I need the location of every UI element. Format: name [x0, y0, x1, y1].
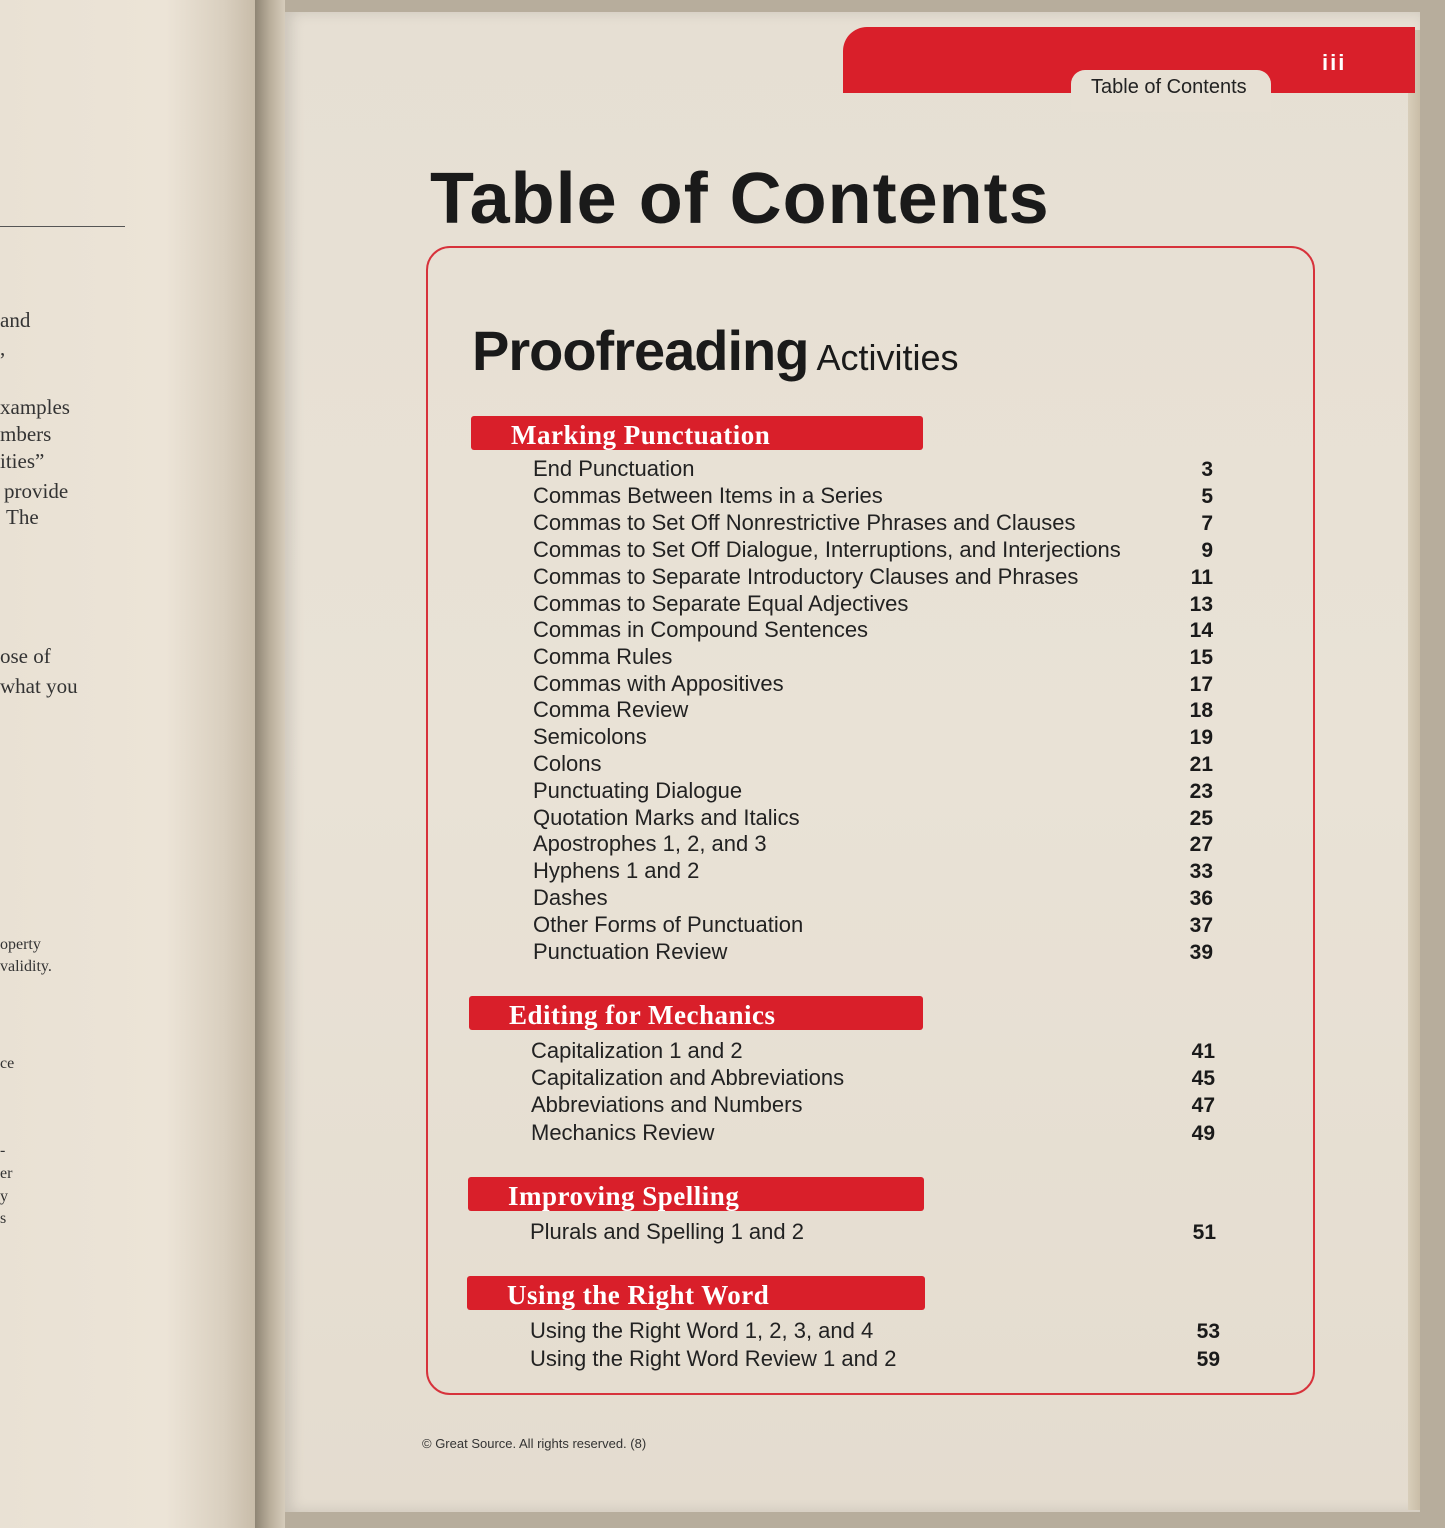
- toc-entry[interactable]: [530, 1318, 1220, 1345]
- left-page-fragment: ities”: [0, 449, 45, 473]
- copyright-footer: © Great Source. All rights reserved. (8): [422, 1436, 647, 1451]
- toc-entry-label: Colons: [533, 751, 602, 776]
- section-heading-label: Using the Right Word: [507, 1280, 770, 1310]
- toc-entry-page: 53: [1196, 1320, 1220, 1343]
- toc-entry-page: 14: [1189, 619, 1213, 642]
- toc-entry[interactable]: [533, 885, 1213, 912]
- toc-entry[interactable]: [533, 483, 1213, 510]
- toc-entry-page: 27: [1189, 833, 1213, 856]
- left-page-fragment: ose of: [0, 644, 51, 668]
- toc-entry[interactable]: [530, 1346, 1220, 1373]
- toc-entry[interactable]: [533, 537, 1213, 564]
- toc-entry-label: Semicolons: [533, 724, 647, 749]
- toc-entry-label: Commas to Separate Equal Adjectives: [533, 591, 909, 616]
- toc-entry-page: 21: [1189, 753, 1213, 776]
- section-heading-using-the-right-word: [467, 1276, 925, 1310]
- section-heading-improving-spelling: [468, 1177, 924, 1211]
- toc-entry-page: 49: [1191, 1122, 1215, 1145]
- section-heading-label: Improving Spelling: [508, 1181, 740, 1211]
- toc-entry[interactable]: [533, 510, 1213, 537]
- left-page-fragment: ce: [0, 1055, 15, 1072]
- toc-entry-page: 25: [1189, 807, 1213, 830]
- page-number: iii: [1322, 50, 1347, 75]
- toc-entry-page: 47: [1191, 1094, 1215, 1117]
- toc-entry-label: Hyphens 1 and 2: [533, 858, 700, 883]
- toc-entry[interactable]: [533, 805, 1213, 832]
- toc-entry-label: Commas to Set Off Nonrestrictive Phrases and Clauses: [533, 510, 1076, 535]
- toc-entry-page: 51: [1192, 1221, 1216, 1244]
- toc-entry-label: Apostrophes 1, 2, and 3: [533, 831, 767, 856]
- toc-entry-page: 15: [1189, 646, 1213, 669]
- toc-entry[interactable]: [533, 858, 1213, 885]
- toc-entry-page: 36: [1189, 887, 1213, 910]
- toc-entry-label: Using the Right Word 1, 2, 3, and 4: [530, 1318, 874, 1343]
- toc-entry-page: 33: [1189, 860, 1213, 883]
- subtitle-main: Proofreading: [472, 319, 809, 382]
- subtitle: [472, 318, 959, 383]
- toc-entry-page: 41: [1191, 1040, 1215, 1063]
- header-section-label: Table of Contents: [1091, 76, 1247, 98]
- toc-entry[interactable]: [530, 1219, 1216, 1246]
- toc-entry-label: Commas in Compound Sentences: [533, 617, 869, 642]
- toc-entry[interactable]: [533, 697, 1213, 724]
- toc-entry-page: 59: [1196, 1348, 1220, 1371]
- toc-entry[interactable]: [531, 1092, 1215, 1119]
- toc-entry[interactable]: [533, 778, 1213, 805]
- toc-entry-label: Dashes: [533, 885, 608, 910]
- toc-entry-label: Commas to Separate Introductory Clauses and Phrases: [533, 564, 1079, 589]
- toc-entry-label: Punctuating Dialogue: [533, 778, 743, 803]
- toc-entry[interactable]: [533, 939, 1213, 966]
- toc-entry-page: 7: [1201, 512, 1213, 535]
- toc-entry[interactable]: [531, 1038, 1215, 1065]
- toc-entry-page: 19: [1189, 726, 1213, 749]
- left-page-fragment: er: [0, 1165, 13, 1182]
- page-title: Table of Contents: [430, 159, 1050, 239]
- page-edge: [1408, 30, 1420, 1510]
- toc-entry-page: 23: [1189, 780, 1213, 803]
- toc-entry[interactable]: [533, 617, 1213, 644]
- toc-entry-label: Commas with Appositives: [533, 671, 784, 696]
- left-page-fragment: The: [6, 505, 39, 529]
- toc-entry-label: Quotation Marks and Italics: [533, 805, 800, 830]
- section-heading-label: Editing for Mechanics: [509, 1000, 776, 1030]
- left-page-rule: [0, 226, 125, 227]
- toc-entry[interactable]: [531, 1065, 1215, 1092]
- toc-entry[interactable]: [533, 456, 1213, 483]
- toc-entry-page: 17: [1189, 673, 1213, 696]
- toc-entry[interactable]: [533, 751, 1213, 778]
- left-page-fragment: ,: [0, 336, 6, 360]
- toc-entry-label: Plurals and Spelling 1 and 2: [530, 1219, 804, 1244]
- toc-entry-label: Comma Rules: [533, 644, 673, 669]
- toc-entry[interactable]: [533, 644, 1213, 671]
- left-page-fragment: operty: [0, 936, 41, 953]
- toc-entry-label: Commas to Set Off Dialogue, Interruptions, and Interjections: [533, 537, 1121, 562]
- left-page-fragment: mbers: [0, 422, 52, 446]
- section-heading-editing-for-mechanics: [469, 996, 923, 1030]
- toc-entry-page: 13: [1189, 593, 1213, 616]
- left-page-fragment: what you: [0, 674, 78, 698]
- toc-entry-page: 18: [1189, 699, 1213, 722]
- toc-entry-page: 3: [1201, 458, 1213, 481]
- left-page-fragment: xamples: [0, 395, 70, 419]
- toc-entry-page: 39: [1189, 941, 1213, 964]
- toc-entry-label: Comma Review: [533, 697, 689, 722]
- left-page-fragment: and: [0, 308, 31, 332]
- toc-entry[interactable]: [533, 912, 1213, 939]
- toc-entry-label: Punctuation Review: [533, 939, 728, 964]
- toc-entry-label: Mechanics Review: [531, 1120, 715, 1145]
- toc-entry-page: 37: [1189, 914, 1213, 937]
- left-page-fragment: y: [0, 1188, 8, 1205]
- toc-entry-label: Commas Between Items in a Series: [533, 483, 883, 508]
- toc-entry-page: 9: [1201, 539, 1213, 562]
- toc-entry[interactable]: [533, 671, 1213, 698]
- toc-entry-page: 11: [1190, 566, 1213, 589]
- toc-entry[interactable]: [533, 564, 1213, 591]
- left-page: [0, 0, 255, 1528]
- book-gutter: [255, 0, 285, 1528]
- section-heading-marking-punctuation: [471, 416, 923, 450]
- toc-entry-label: Other Forms of Punctuation: [533, 912, 804, 937]
- toc-entry[interactable]: [533, 724, 1213, 751]
- left-page-fragment: s: [0, 1210, 7, 1227]
- left-page-fragment: -: [0, 1142, 6, 1159]
- section-heading-label: Marking Punctuation: [511, 420, 771, 450]
- toc-entry-label: Abbreviations and Numbers: [531, 1092, 803, 1117]
- toc-entry[interactable]: [531, 1120, 1215, 1147]
- toc-entry-label: Capitalization and Abbreviations: [531, 1065, 845, 1090]
- toc-entry-page: 45: [1191, 1067, 1215, 1090]
- toc-entry[interactable]: [533, 591, 1213, 618]
- subtitle-rest: Activities: [816, 337, 959, 378]
- toc-entry-page: 5: [1201, 485, 1213, 508]
- left-page-fragment: provide: [4, 479, 69, 503]
- toc-entry[interactable]: [533, 831, 1213, 858]
- toc-entry-label: End Punctuation: [533, 456, 695, 481]
- left-page-fragment: validity.: [0, 958, 52, 975]
- toc-entry-label: Using the Right Word Review 1 and 2: [530, 1346, 897, 1371]
- toc-entry-label: Capitalization 1 and 2: [531, 1038, 743, 1063]
